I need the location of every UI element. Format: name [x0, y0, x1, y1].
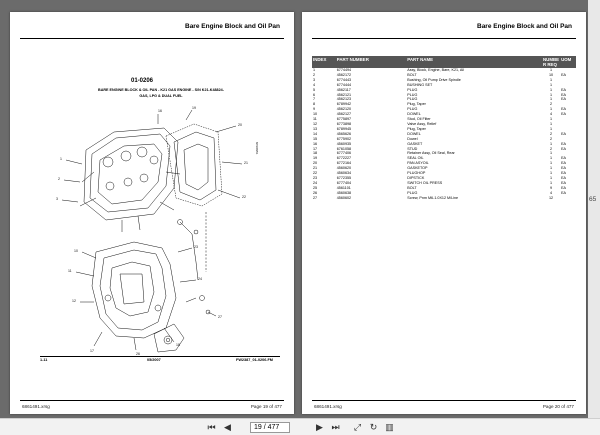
svg-text:22: 22	[242, 195, 246, 199]
svg-text:23: 23	[194, 245, 198, 249]
cell-index: 20	[313, 161, 318, 166]
exploded-parts-diagram	[46, 102, 278, 356]
cell-index: 11	[313, 117, 317, 122]
cell-part-name: BOLT	[407, 185, 417, 190]
cell-index: 5	[313, 87, 316, 92]
cell-quantity: 1	[550, 180, 553, 185]
cell-index: 21	[313, 166, 318, 171]
zoom-level[interactable]: 65	[589, 196, 597, 203]
cell-part-number: 4560620	[336, 166, 352, 171]
figure-caption-line-1: BARE ENGINE BLOCK & OIL PAN - K21 GAS ENGINE - S/N K21-K48824-	[98, 88, 224, 92]
cell-quantity: 10	[548, 72, 554, 77]
svg-text:12: 12	[72, 299, 76, 303]
parts-table-body	[312, 68, 576, 200]
cell-index: 8	[313, 102, 316, 107]
cell-index: 22	[313, 171, 318, 176]
cell-uom: EA	[561, 185, 567, 190]
cell-uom: EA	[561, 161, 567, 166]
page-footer-file: 6861491.xrsg	[314, 404, 342, 409]
page-header-title: Bare Engine Block and Oil Pan	[185, 23, 280, 30]
cell-quantity: 1	[550, 126, 553, 131]
cell-part-number: 4560638	[336, 190, 352, 195]
cell-part-number: 6775897	[336, 117, 352, 122]
svg-text:17: 17	[90, 349, 94, 353]
cell-uom: EA	[561, 97, 567, 102]
cell-part-number: 6775902	[336, 136, 352, 141]
cell-uom: EA	[561, 131, 567, 136]
cell-index: 4	[313, 82, 316, 87]
cell-part-name: PLUG	[407, 97, 418, 102]
cell-part-number: 4562123	[336, 97, 352, 102]
page-footer-file: 6861491.xrsg	[22, 404, 50, 409]
cell-uom: EA	[561, 156, 567, 161]
cell-part-name: PLUG	[407, 107, 418, 112]
cell-part-number: 4562127	[336, 112, 352, 117]
col-uom: UOM	[560, 56, 576, 68]
cell-part-name: DOWEL	[407, 112, 421, 117]
cell-part-name: GASKETOP	[407, 166, 428, 171]
cell-part-number: 6774444	[336, 82, 352, 87]
cell-uom: EA	[561, 87, 567, 92]
table-row	[312, 196, 576, 201]
cell-part-name: SWITCH OIL PRESS	[407, 180, 443, 185]
cell-quantity: 1	[550, 87, 553, 92]
page-header-title: Bare Engine Block and Oil Pan	[477, 23, 572, 30]
cell-index: 26	[313, 190, 318, 195]
cell-index: 24	[313, 180, 318, 185]
cell-part-number: 6773898	[336, 121, 352, 126]
cell-quantity: 4	[550, 112, 553, 117]
cell-quantity: 4	[550, 190, 553, 195]
cell-part-number: 4560935	[336, 141, 352, 146]
cell-index: 6	[313, 92, 316, 97]
svg-text:2: 2	[58, 177, 60, 181]
cell-index: 9	[313, 107, 316, 112]
rotate-icon[interactable]: ↻	[369, 422, 378, 432]
cell-quantity: 1	[550, 161, 553, 166]
cell-uom: EA	[561, 180, 567, 185]
cell-index: 2	[313, 72, 316, 77]
col-part-name: PART NAME	[406, 56, 542, 68]
cell-part-name: PAN ASYOIL	[407, 161, 429, 166]
cell-uom: EA	[561, 171, 567, 176]
page-number-input[interactable]: 19 / 477	[250, 422, 290, 433]
cell-index: 12	[313, 121, 318, 126]
cell-quantity: 1	[550, 117, 553, 122]
cell-part-number: 4562172	[336, 72, 352, 77]
col-index: INDEX	[312, 56, 336, 68]
cell-quantity: 2	[550, 146, 553, 151]
cell-quantity: 1	[550, 82, 553, 87]
cell-quantity: 1	[550, 92, 553, 97]
cell-part-number: 6761058	[336, 146, 352, 151]
cell-quantity: 2	[550, 102, 553, 107]
cell-part-name: PLUG	[407, 92, 418, 97]
cell-part-number: 6777406	[336, 151, 352, 156]
two-page-view-icon[interactable]: ▥	[385, 422, 394, 432]
cell-part-name: Assy, Block, Engine, Bare, K21, All	[407, 68, 464, 72]
footer-rule	[20, 400, 284, 401]
col-number-required	[542, 56, 560, 68]
cell-quantity: 2	[550, 131, 553, 136]
cell-quantity: 1	[550, 107, 553, 112]
cell-index: 17	[313, 146, 318, 151]
cell-part-number: 4561101	[336, 185, 351, 190]
cell-part-name: Plug, Taper	[407, 102, 426, 107]
figure-code: 01-0206	[131, 78, 154, 84]
cell-index: 14	[313, 131, 318, 136]
cell-index: 27	[313, 195, 318, 200]
cell-quantity: 9	[550, 185, 553, 190]
cell-quantity: 1	[550, 68, 553, 72]
cell-index: 18	[313, 151, 318, 156]
figure-footer-file: FW2387_01-0206.FM	[236, 358, 273, 362]
cell-uom: EA	[561, 166, 567, 171]
footer-rule	[312, 400, 576, 401]
cell-part-number: 4560634	[336, 171, 352, 176]
svg-text:20: 20	[238, 123, 242, 127]
cell-uom	[560, 196, 576, 201]
cell-part-name: BUSHING SET	[407, 82, 433, 87]
svg-text:21: 21	[244, 161, 248, 165]
cell-index: 7	[313, 97, 316, 102]
cell-index: 10	[313, 112, 318, 117]
cell-quantity: 1	[550, 171, 553, 176]
cell-part-number: 6772355	[336, 175, 352, 180]
svg-text:27: 27	[218, 315, 222, 319]
cell-uom: EA	[561, 107, 567, 112]
cell-index: 25	[313, 185, 318, 190]
cell-quantity: 1	[550, 175, 553, 180]
page-19	[10, 12, 294, 414]
cell-uom: EA	[561, 112, 567, 117]
cell-quantity: 1	[550, 151, 553, 156]
cell-uom: EA	[561, 92, 567, 97]
cell-part-name: Plug, Taper	[407, 126, 426, 131]
cell-part-name: BOLT	[407, 72, 417, 77]
page-footer-number: Page 20 of 477	[542, 404, 574, 409]
cell-index: 15	[313, 136, 318, 141]
cell-part-number: 4560602	[336, 195, 352, 200]
col-part-number: PART NUMBER	[336, 56, 407, 68]
cell-quantity: 1	[550, 156, 553, 161]
cell-part-name: Dowel	[407, 136, 418, 141]
cell-quantity: 1	[550, 97, 553, 102]
cell-index: 3	[313, 77, 316, 82]
svg-text:8/01/08/91: 8/01/08/91	[255, 142, 258, 155]
cell-part-number: 4565626	[336, 131, 352, 136]
cell-part-name: GASKET	[407, 141, 423, 146]
col-number-required-line-2: R REQ	[542, 62, 557, 67]
cell-part-name: DIPSTICK	[407, 175, 425, 180]
parts-table-header	[312, 56, 576, 68]
cell-part-name: PLUG	[407, 87, 418, 92]
vertical-scrollbar[interactable]	[588, 0, 600, 418]
navigation-toolbar	[0, 418, 600, 435]
header-rule	[312, 38, 576, 39]
cell-quantity: 1	[550, 77, 553, 82]
figure-footer-date: 05/2007	[147, 358, 161, 362]
cell-quantity: 2	[550, 136, 553, 141]
cell-part-name: Screw, Pnm M6-1.0X12 M/Line	[407, 195, 459, 200]
page-20	[302, 12, 586, 414]
cell-part-name: Valve Assy, Relief	[407, 121, 437, 126]
svg-text:18: 18	[176, 343, 180, 347]
cell-part-name: SEAL OIL	[407, 156, 424, 161]
parts-table	[312, 56, 576, 200]
page-footer-number: Page 19 of 477	[250, 404, 282, 409]
cell-uom: EA	[561, 146, 567, 151]
cell-uom: EA	[561, 141, 567, 146]
cell-index: 1	[313, 68, 316, 72]
cell-quantity: 12	[548, 195, 554, 200]
svg-text:11: 11	[68, 269, 72, 273]
cell-part-number: 6789945	[336, 126, 352, 131]
col-number-required-line-1: NUMBE	[542, 57, 560, 62]
cell-index: 23	[313, 175, 318, 180]
header-rule	[20, 38, 284, 39]
cell-part-name: Stud, Oil Filter	[407, 117, 431, 122]
svg-text:3: 3	[56, 197, 58, 201]
cell-part-name: PLUGHOP	[407, 171, 426, 176]
cell-part-name: Bushing, Oil Pump Drive Spindle	[407, 77, 461, 82]
cell-part-number: 6789942	[336, 102, 352, 107]
cell-quantity: 1	[550, 166, 553, 171]
cell-part-number: 4562121	[336, 92, 352, 97]
figure-footer-rule	[40, 356, 280, 357]
cell-part-number: 6772227	[336, 156, 352, 161]
figure-caption-line-2: GAS, LPG & DUAL FUEL	[139, 94, 183, 98]
cell-quantity: 1	[550, 121, 553, 126]
cell-part-name: DOWEL	[407, 131, 421, 136]
last-page-icon[interactable]: ⏭	[331, 422, 340, 432]
cell-part-number: 4562117	[336, 87, 351, 92]
cell-part-number: 6774494	[336, 68, 352, 72]
cell-uom: EA	[561, 72, 567, 77]
first-page-icon[interactable]: ⏮	[207, 422, 216, 432]
cell-part-number: 6774443	[336, 77, 352, 82]
cell-part-number: 6772164	[336, 161, 352, 166]
svg-text:26: 26	[136, 352, 140, 356]
cell-part-name: STUD	[407, 146, 418, 151]
svg-text:16: 16	[158, 109, 162, 113]
cell-quantity: 1	[550, 141, 553, 146]
fit-page-icon[interactable]: ⤢	[353, 422, 362, 432]
next-page-icon[interactable]: ▶	[316, 422, 323, 432]
cell-part-name: Retainer Assy, Oil Seal, Rear	[407, 151, 455, 156]
cell-index: 16	[313, 141, 318, 146]
cell-index: 13	[313, 126, 318, 131]
cell-uom: EA	[561, 175, 567, 180]
cell-part-name: PLUG	[407, 190, 418, 195]
svg-text:1: 1	[60, 157, 62, 161]
svg-text:10: 10	[74, 249, 78, 253]
svg-text:24: 24	[198, 277, 202, 281]
figure-footer-section: 1-11	[40, 358, 48, 362]
svg-text:19: 19	[192, 106, 196, 110]
cell-uom: EA	[561, 190, 567, 195]
cell-part-number: 4562120	[336, 107, 352, 112]
cell-index: 19	[313, 156, 318, 161]
cell-part-number: 6777404	[336, 180, 352, 185]
previous-page-icon[interactable]: ◀	[224, 422, 231, 432]
